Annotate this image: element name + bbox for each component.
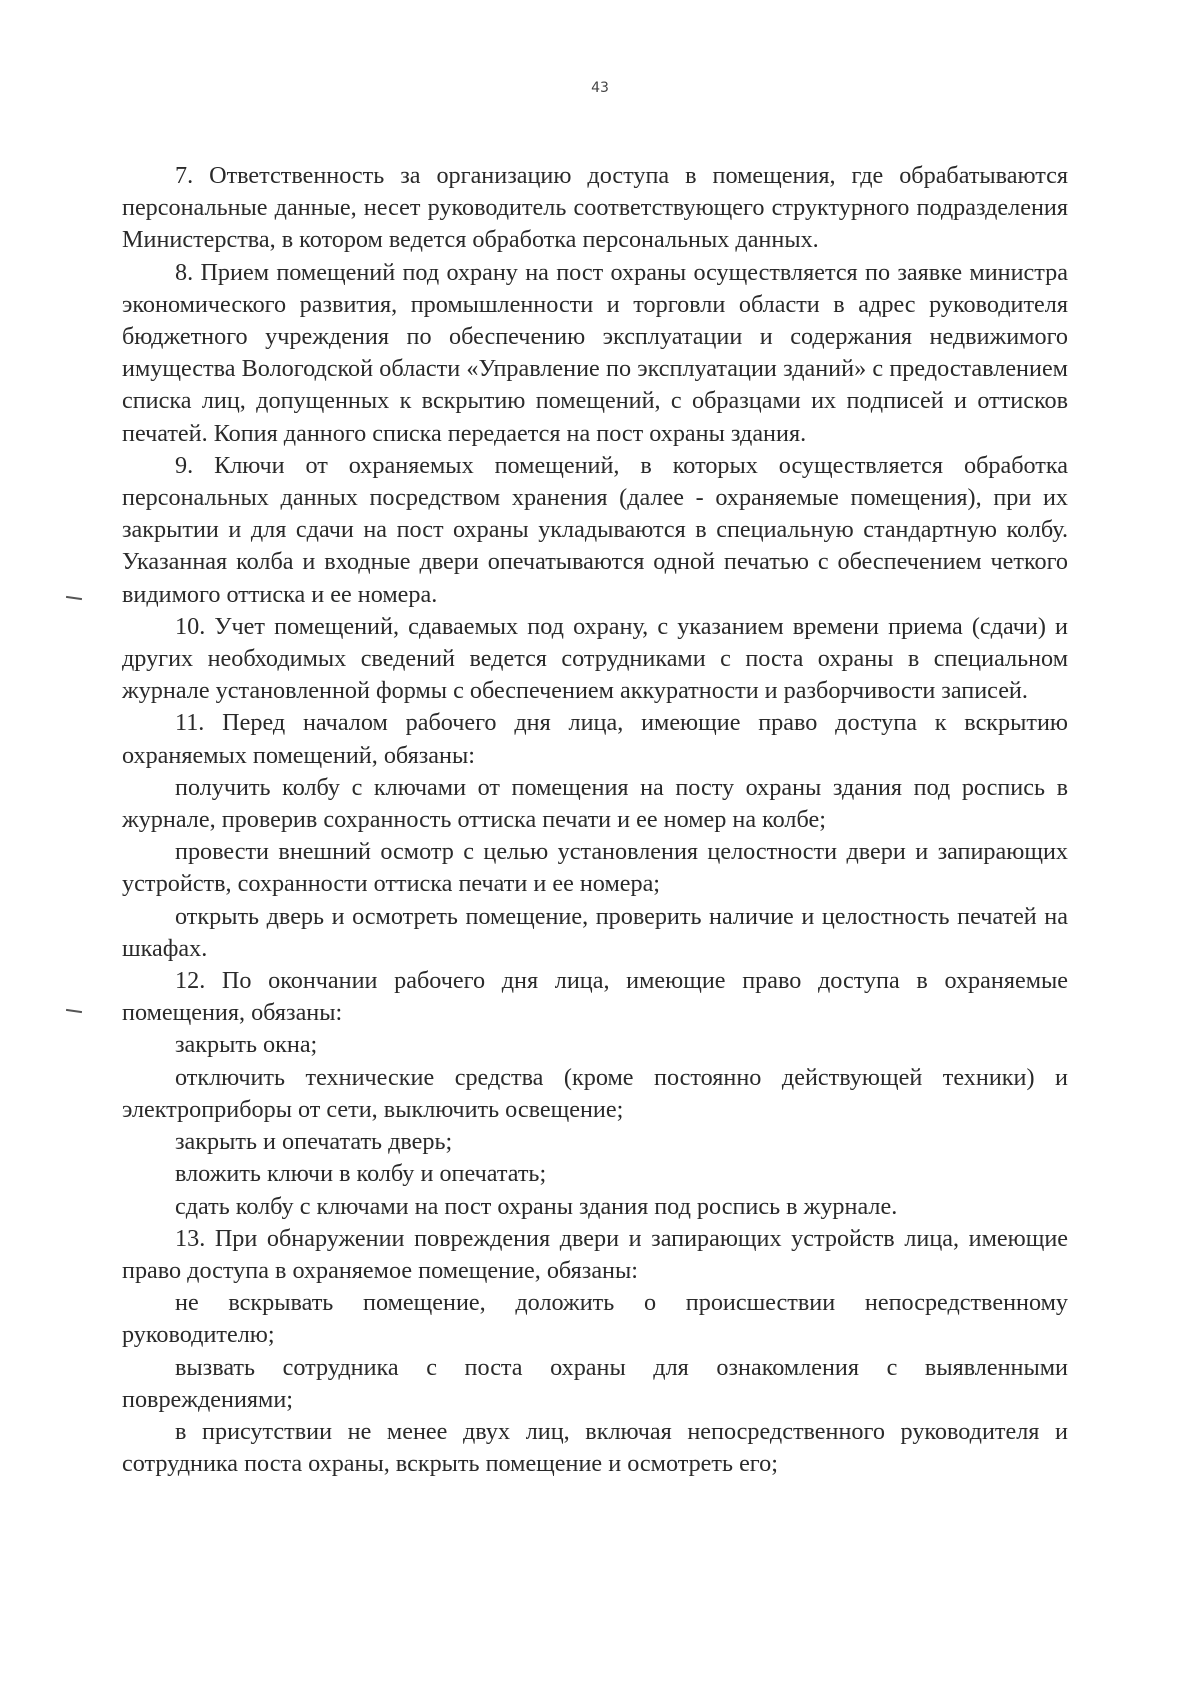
paragraph-11: 11. Перед началом рабочего дня лица, имеющие право доступа к вскрытию охраняемых помещений, обязаны:: [122, 709, 1068, 769]
list-item: не вскрывать помещение, доложить о происшествии непосредственному руководителю;: [122, 1289, 1068, 1349]
paragraph-13: 13. При обнаружении повреждения двери и запирающих устройств лица, имеющие право доступа в охраняемое помещение, обязаны:: [122, 1224, 1068, 1284]
document-body: [122, 160, 1068, 1480]
list-item: сдать колбу с ключами на пост охраны здания под роспись в журнале.: [175, 1192, 898, 1220]
list-item: открыть дверь и осмотреть помещение, проверить наличие и целостность печатей на шкафах.: [122, 902, 1068, 962]
paragraph-10: 10. Учет помещений, сдаваемых под охрану, с указанием времени приема (сдачи) и других необходимых сведений ведется сотрудниками с поста охраны в специальном журнале установленной формы с обеспечением аккуратности и разборчивости записей.: [122, 612, 1068, 705]
paragraph-7: 7. Ответственность за организацию доступа в помещения, где обрабатываются персональные данные, несет руководитель соответствующего структурного подразделения Министерства, в котором ведется обработка персональных данных.: [122, 162, 1068, 254]
list-item: закрыть окна;: [175, 1031, 318, 1059]
paragraph-12: 12. По окончании рабочего дня лица, имеющие право доступа в охраняемые помещения, обязаны:: [122, 967, 1068, 1027]
page-number: 43: [591, 80, 609, 96]
paragraph-8: 8. Прием помещений под охрану на пост охраны осуществляется по заявке министра экономического развития, промышленности и торговли области в адрес руководителя бюджетного учреждения по обеспечению эксплуатации и содержания недвижимого имущества Вологодской области «Управление по эксплуатации зданий» с предоставлением списка лиц, допущенных к вскрытию помещений, с образцами их подписей и оттисков печатей. Копия данного списка передается на пост охраны здания.: [122, 258, 1068, 447]
margin-pen-mark: [66, 1009, 82, 1013]
paragraph-9: 9. Ключи от охраняемых помещений, в которых осуществляется обработка персональных данных посредством хранения (далее - охраняемые помещения), при их закрытии и для сдачи на пост охраны укладываются в специальную стандартную колбу. Указанная колба и входные двери опечатываются одной печатью с обеспечением четкого видимого оттиска и ее номера.: [122, 451, 1068, 608]
list-item: отключить технические средства (кроме постоянно действующей техники) и электроприборы от сети, выключить освещение;: [122, 1063, 1068, 1123]
margin-pen-mark: [66, 596, 82, 600]
list-item: провести внешний осмотр с целью установления целостности двери и запирающих устройств, сохранности оттиска печати и ее номера;: [122, 838, 1068, 898]
list-item: вложить ключи в колбу и опечатать;: [175, 1160, 547, 1188]
list-item: закрыть и опечатать дверь;: [175, 1128, 453, 1156]
list-item: в присутствии не менее двух лиц, включая непосредственного руководителя и сотрудника поста охраны, вскрыть помещение и осмотреть его;: [122, 1417, 1068, 1478]
list-item: вызвать сотрудника с поста охраны для ознакомления с выявленными повреждениями;: [122, 1353, 1068, 1413]
list-item: получить колбу с ключами от помещения на посту охраны здания под роспись в журнале, проверив сохранность оттиска печати и ее номер на колбе;: [122, 773, 1068, 834]
